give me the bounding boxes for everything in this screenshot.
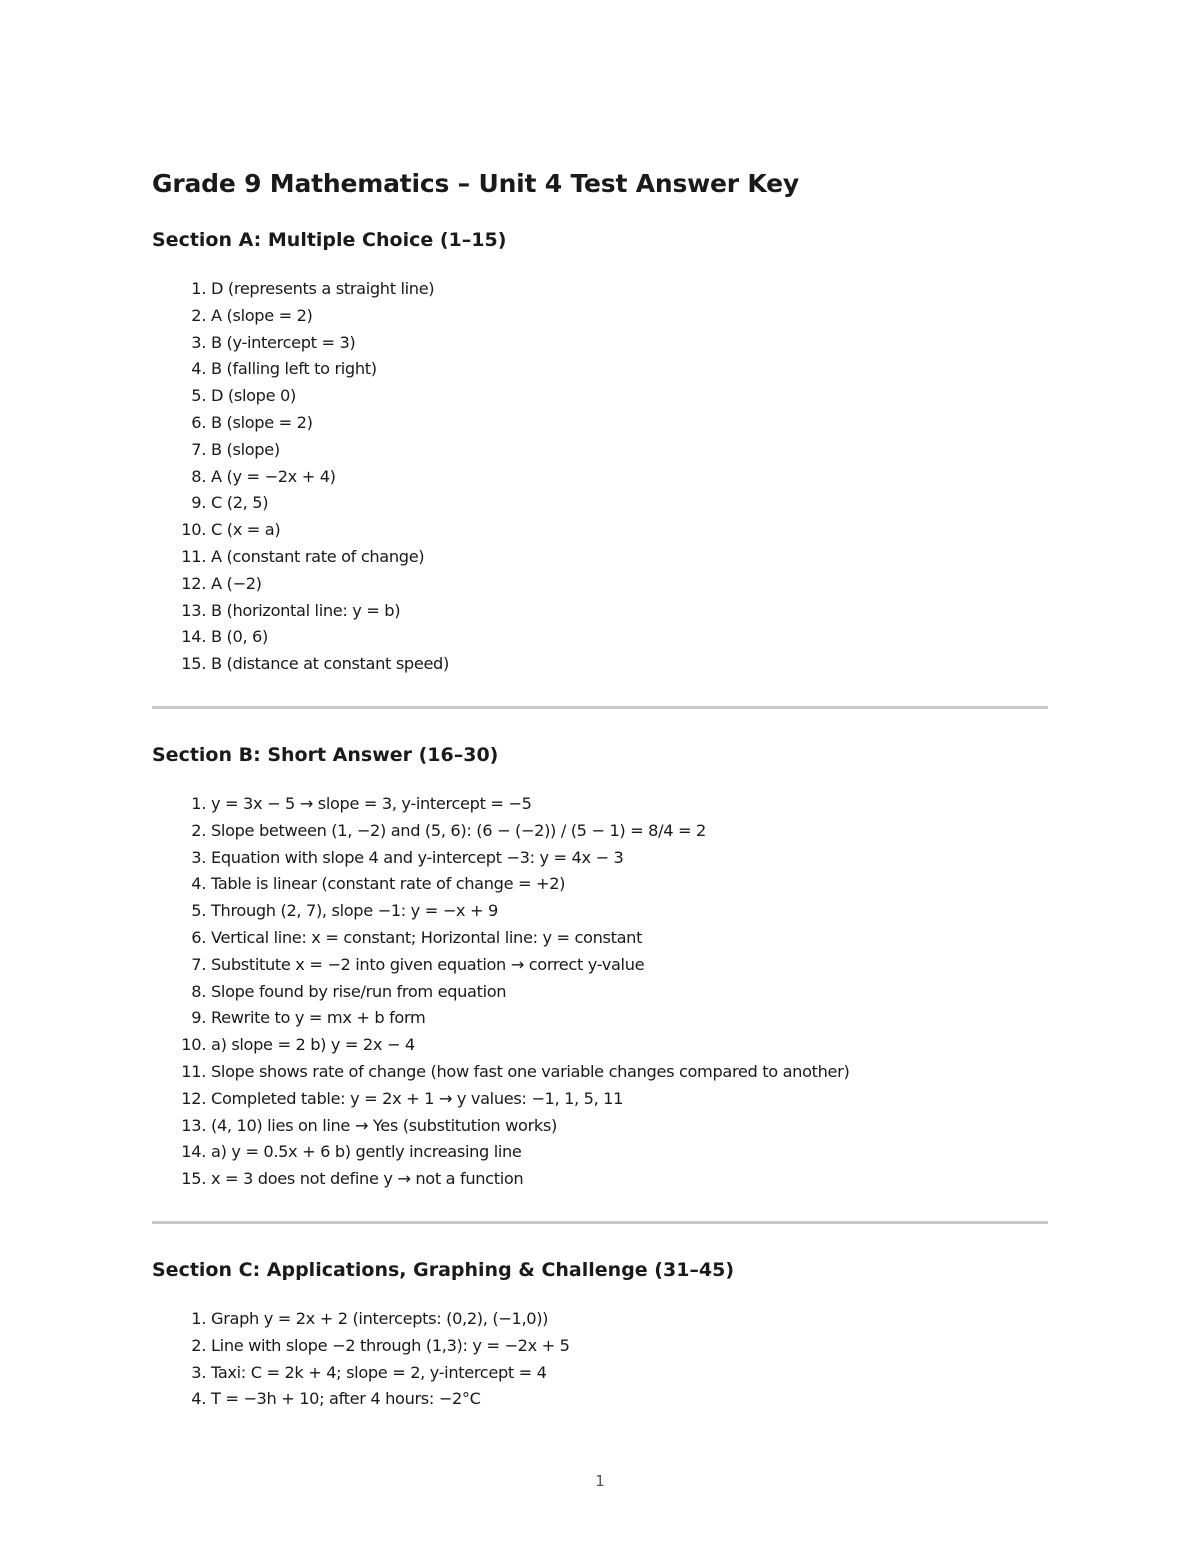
section-divider [152, 1221, 1048, 1224]
list-item-text: (4, 10) lies on line → Yes (substitution works) [211, 1115, 557, 1135]
list-item [152, 1032, 1048, 1059]
list-item-number: 2. [191, 305, 206, 325]
list-item [152, 1386, 1048, 1413]
section-a-list [152, 276, 1048, 678]
list-item-number: 7. [191, 439, 206, 459]
list-item-number: 2. [191, 820, 206, 840]
list-item [152, 979, 1048, 1006]
list-item-text: B (horizontal line: y = b) [211, 600, 401, 620]
document-title: Grade 9 Mathematics – Unit 4 Test Answer Key [152, 169, 800, 198]
section-a-title: Section A: Multiple Choice (1–15) [152, 229, 507, 251]
list-item [152, 276, 1048, 303]
section-divider [152, 706, 1048, 709]
list-item [152, 1333, 1048, 1360]
list-item-text: Vertical line: x = constant; Horizontal line: y = constant [211, 927, 643, 947]
list-item [152, 330, 1048, 357]
list-item [152, 651, 1048, 678]
list-item-text: B (slope) [211, 439, 280, 459]
list-item [152, 517, 1048, 544]
list-item-number: 13. [181, 1115, 206, 1135]
list-item-number: 13. [181, 600, 206, 620]
list-item-number: 10. [181, 520, 206, 540]
list-item-text: D (slope 0) [211, 386, 296, 406]
section-b-list [152, 791, 1048, 1193]
list-item-number: 8. [191, 981, 206, 1001]
list-item-number: 5. [191, 901, 206, 921]
list-item [152, 624, 1048, 651]
page-number: 1 [595, 1472, 605, 1490]
list-item [152, 871, 1048, 898]
list-item-text: x = 3 does not define y → not a function [211, 1169, 524, 1189]
list-item-text: A (y = −2x + 4) [211, 466, 336, 486]
list-item-text: A (constant rate of change) [211, 546, 425, 566]
list-item-number: 1. [191, 793, 206, 813]
list-item-number: 3. [191, 332, 206, 352]
list-item-number: 14. [181, 1142, 206, 1162]
section-c-list [152, 1306, 1048, 1413]
list-item [152, 1139, 1048, 1166]
list-item [152, 791, 1048, 818]
answer-key-page [152, 165, 1048, 1413]
list-item-text: Line with slope −2 through (1,3): y = −2x + 5 [211, 1335, 570, 1355]
list-item-text: y = 3x − 5 → slope = 3, y-intercept = −5 [211, 793, 532, 813]
list-item [152, 1059, 1048, 1086]
list-item-number: 4. [191, 359, 206, 379]
list-item-text: Graph y = 2x + 2 (intercepts: (0,2), (−1,0)) [211, 1308, 549, 1328]
list-item [152, 1005, 1048, 1032]
list-item-number: 3. [191, 1362, 206, 1382]
list-item-number: 12. [181, 1088, 206, 1108]
list-item [152, 410, 1048, 437]
list-item-number: 4. [191, 1389, 206, 1409]
list-item-number: 8. [191, 466, 206, 486]
list-item [152, 383, 1048, 410]
list-item-number: 9. [191, 1008, 206, 1028]
list-item-text: C (2, 5) [211, 493, 269, 513]
list-item [152, 845, 1048, 872]
list-item-text: B (distance at constant speed) [211, 654, 449, 674]
list-item-text: A (slope = 2) [211, 305, 313, 325]
list-item-number: 11. [181, 546, 206, 566]
list-item-text: B (0, 6) [211, 627, 268, 647]
list-item-number: 6. [191, 927, 206, 947]
list-item [152, 1086, 1048, 1113]
list-item [152, 571, 1048, 598]
list-item-text: Completed table: y = 2x + 1 → y values: −1, 1, 5, 11 [211, 1088, 624, 1108]
list-item [152, 1113, 1048, 1140]
list-item-number: 5. [191, 386, 206, 406]
list-item [152, 952, 1048, 979]
list-item [152, 925, 1048, 952]
list-item-text: C (x = a) [211, 520, 281, 540]
list-item [152, 356, 1048, 383]
list-item-text: Substitute x = −2 into given equation → correct y-value [211, 954, 645, 974]
list-item-text: Table is linear (constant rate of change = +2) [211, 874, 566, 894]
list-item-number: 15. [181, 654, 206, 674]
list-item [152, 818, 1048, 845]
list-item-number: 7. [191, 954, 206, 974]
list-item-text: a) y = 0.5x + 6 b) gently increasing line [211, 1142, 522, 1162]
list-item [152, 898, 1048, 925]
list-item-text: Slope between (1, −2) and (5, 6): (6 − (−2)) / (5 − 1) = 8/4 = 2 [211, 820, 706, 840]
list-item-text: A (−2) [211, 573, 262, 593]
list-item-text: Equation with slope 4 and y-intercept −3: y = 4x − 3 [211, 847, 624, 867]
list-item [152, 1166, 1048, 1193]
list-item-number: 14. [181, 627, 206, 647]
list-item [152, 437, 1048, 464]
list-item-number: 15. [181, 1169, 206, 1189]
list-item [152, 303, 1048, 330]
list-item-number: 12. [181, 573, 206, 593]
list-item-number: 11. [181, 1061, 206, 1081]
list-item-number: 2. [191, 1335, 206, 1355]
list-item [152, 490, 1048, 517]
list-item-number: 3. [191, 847, 206, 867]
list-item-text: a) slope = 2 b) y = 2x − 4 [211, 1035, 415, 1055]
list-item-number: 10. [181, 1035, 206, 1055]
list-item [152, 464, 1048, 491]
list-item-number: 4. [191, 874, 206, 894]
list-item-text: T = −3h + 10; after 4 hours: −2°C [211, 1389, 481, 1409]
list-item [152, 598, 1048, 625]
section-c-title: Section C: Applications, Graphing & Challenge (31–45) [152, 1258, 735, 1281]
list-item-text: Slope shows rate of change (how fast one variable changes compared to another) [211, 1061, 850, 1081]
list-item-text: Slope found by rise/run from equation [211, 981, 507, 1001]
list-item-text: Rewrite to y = mx + b form [211, 1008, 426, 1028]
list-item [152, 544, 1048, 571]
list-item-text: B (falling left to right) [211, 359, 377, 379]
list-item-number: 6. [191, 412, 206, 432]
list-item [152, 1306, 1048, 1333]
list-item-text: D (represents a straight line) [211, 279, 435, 298]
list-item-text: B (slope = 2) [211, 412, 313, 432]
list-item-number: 1. [191, 1308, 206, 1328]
list-item-text: Through (2, 7), slope −1: y = −x + 9 [211, 901, 498, 921]
list-item-text: B (y-intercept = 3) [211, 332, 356, 352]
list-item-number: 1. [191, 279, 206, 298]
section-b-title: Section B: Short Answer (16–30) [152, 743, 499, 766]
list-item-text: Taxi: C = 2k + 4; slope = 2, y-intercept = 4 [211, 1362, 547, 1382]
list-item [152, 1360, 1048, 1387]
list-item-number: 9. [191, 493, 206, 513]
